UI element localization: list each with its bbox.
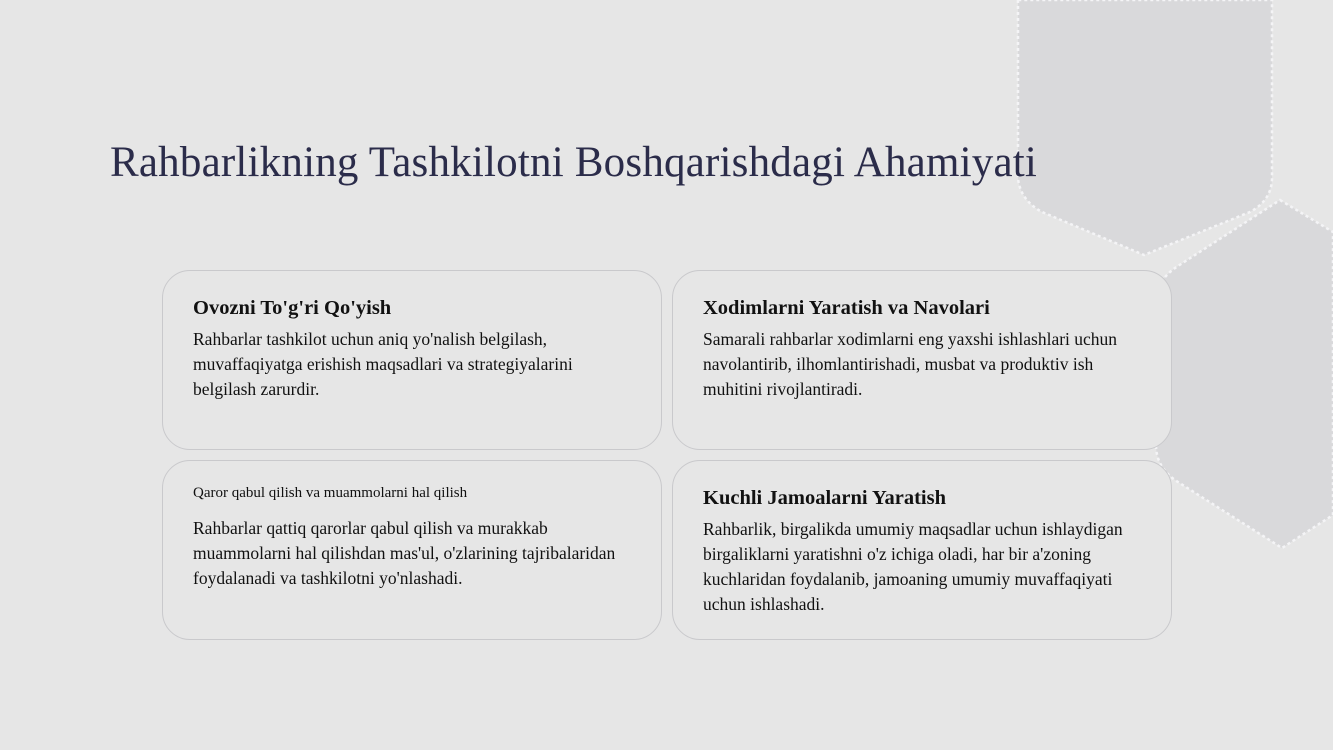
card-set-direction bbox=[162, 270, 662, 450]
card-heading: Ovozni To'g'ri Qo'yish bbox=[193, 297, 392, 319]
card-build-teams bbox=[672, 460, 1172, 640]
hexagon-shape-top bbox=[1018, 0, 1272, 255]
card-heading: Qaror qabul qilish va muammolarni hal qilish bbox=[193, 485, 468, 501]
card-heading: Kuchli Jamoalarni Yaratish bbox=[703, 487, 946, 509]
card-body: Rahbarlar tashkilot uchun aniq yo'nalish belgilash, muvaffaqiyatga erishish maqsadlari va strategiyalarini belgilash zarurdir. bbox=[193, 329, 573, 399]
card-body: Rahbarlik, birgalikda umumiy maqsadlar uchun ishlaydigan birgaliklarni yaratishni o'z ichiga oladi, har bir a'zoning kuchlaridan foydalanib, jamoaning umumiy muvaffaqiyati uchun ishlashadi. bbox=[703, 519, 1123, 614]
card-body: Samarali rahbarlar xodimlarni eng yaxshi ishlashlari uchun navolantirib, ilhomlantirishadi, musbat va produktiv ish muhitini rivojlantiradi. bbox=[703, 329, 1118, 399]
hexagon-shape-bottom bbox=[1156, 200, 1333, 548]
card-body: Rahbarlar qattiq qarorlar qabul qilish va murakkab muammolarni hal qilishdan mas'ul, o'zlarining tajribalaridan foydalanadi va tashkilotni yo'nlashadi. bbox=[193, 518, 616, 588]
slide-title: Rahbarlikning Tashkilotni Boshqarishdagi Ahamiyati bbox=[110, 139, 1038, 186]
card-motivate-employees bbox=[672, 270, 1172, 450]
card-heading: Xodimlarni Yaratish va Navolari bbox=[703, 297, 990, 319]
card-decision-making bbox=[162, 460, 662, 640]
